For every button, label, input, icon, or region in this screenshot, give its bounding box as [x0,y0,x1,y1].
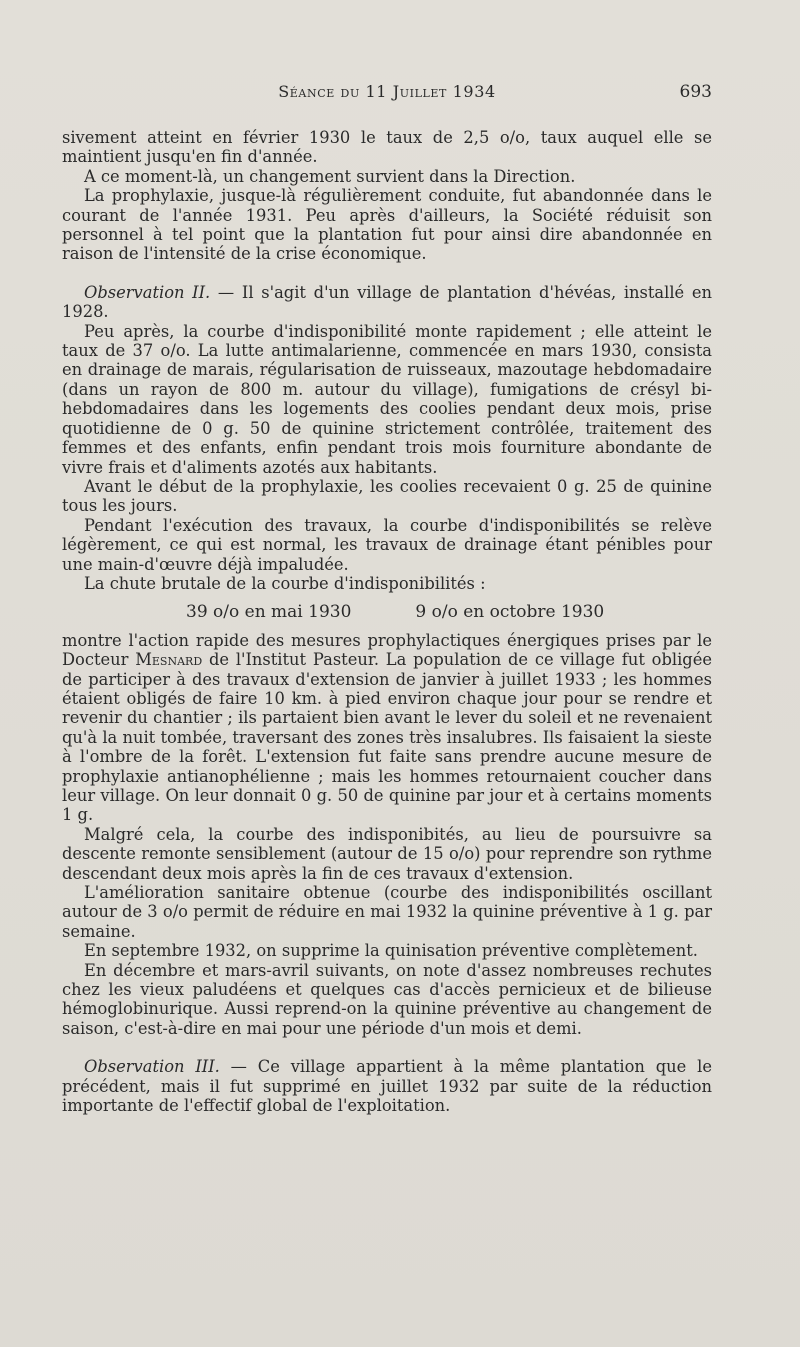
figures-line [62,603,712,622]
running-title: Séance du 11 Juillet 1934 [278,82,496,101]
paragraph: A ce moment-là, un changement survient dans la Direction. [84,166,576,186]
paragraph: Malgré cela, la courbe des indisponibités, au lieu de poursuivre sa descente remonte sensiblement (autour de 15 o/o) pour reprendre son rythme descendant deux mois après la fin de ces travaux d'extension. [62,824,712,883]
body-text [62,128,712,1116]
observation-2-text: — Il s'agit d'un village de plantation d'hévéas, installé en 1928. [62,282,713,322]
paragraph: sivement atteint en février 1930 le taux de 2,5 o/o, taux auquel elle se maintient jusqu'en fin d'année. [62,128,712,167]
observation-3-paragraph [62,1057,712,1115]
observation-3-heading: Observation III. [84,1057,220,1077]
page-header [62,82,712,106]
observation-2-paragraph [62,283,712,322]
paragraph [62,631,712,825]
figure-october-1930: 9 o/o en octobre 1930 [415,602,605,623]
page-number: 693 [679,82,712,102]
observation-3-text: — Ce village appartient à la même plantation que le précédent, mais il fut supprimé en juillet 1932 par suite de la réduction importante de l'effectif global de l'exploitation. [62,1057,712,1116]
figure-may-1930: 39 o/o en mai 1930 [186,602,352,623]
paragraph-text: de l'Institut Pasteur. La population de ce village fut obligée de participer à des travaux d'extension de janvier à juillet 1933 ; les hommes étaient obligés de faire 10 km. à pied environ chaque jour pour se rendre et revenir du chantier ; ils partaient bien avant le lever du soleil et ne revenaient qu'à la nuit tombée, traversant des zones très insalubres. Ils faisaient la sieste à l'ombre de la forêt. L'extension fut faite sans prendre aucune mesure de prophylaxie antianophélienne ; mais les hommes retournaient coucher dans leur village. On leur donnait 0 g. 50 de quinine par jour et à certains moments 1 g. [62,650,712,825]
observation-2-heading: Observation II. [84,282,211,302]
paragraph-text: montre l'action rapide des mesures prophylactiques énergiques prises par le Docteur [62,630,712,670]
paragraph: Peu après, la courbe d'indisponibilité monte rapidement ; elle atteint le taux de 37 o/o. La lutte antimalarienne, commencée en mars 1930, consista en drainage de marais, régularisation de ruisseaux, mazoutage hebdomadaire (dans un rayon de 800 m. autour du village), fumigations de crésyl bi-hebdomadaires dans les logements des coolies pendant deux mois, prise quotidienne de 0 g. 50 de quinine strictement contrôlée, traitement des femmes et des enfants, enfin pendant trois mois fourniture abondante de vivre frais et d'aliments azotés aux habitants. [62,321,712,477]
paragraph: En décembre et mars-avril suivants, on note d'assez nombreuses rechutes chez les vieux paludéens et quelques cas d'accès pernicieux et de bilieuse hémoglobinurique. Aussi reprend-on la quinine préventive au changement de saison, c'est-à-dire en mai pour une période d'un mois et demi. [62,960,712,1038]
paragraph: La prophylaxie, jusque-là régulièrement conduite, fut abandonnée dans le courant de l'année 1931. Peu après d'ailleurs, la Société réduisit son personnel à tel point que la plantation fut pour ainsi dire abandonnée en raison de l'intensité de la crise économique. [62,186,712,264]
paragraph: Pendant l'exécution des travaux, la courbe d'indisponibilités se relève légèrement, ce qui est normal, les travaux de drainage étant pénibles pour une main-d'œuvre déjà impaludée. [62,515,712,574]
paragraph: Avant le début de la prophylaxie, les coolies recevaient 0 g. 25 de quinine tous les jours. [62,476,712,516]
paragraph: L'amélioration sanitaire obtenue (courbe des indisponibilités oscillant autour de 3 o/o permit de réduire en mai 1932 la quinine préventive à 1 g. par semaine. [62,883,712,941]
paragraph: La chute brutale de la courbe d'indisponibilités : [84,573,486,593]
paragraph: En septembre 1932, on supprime la quinisation préventive complètement. [84,941,698,961]
author-name: Mesnard [135,650,203,670]
